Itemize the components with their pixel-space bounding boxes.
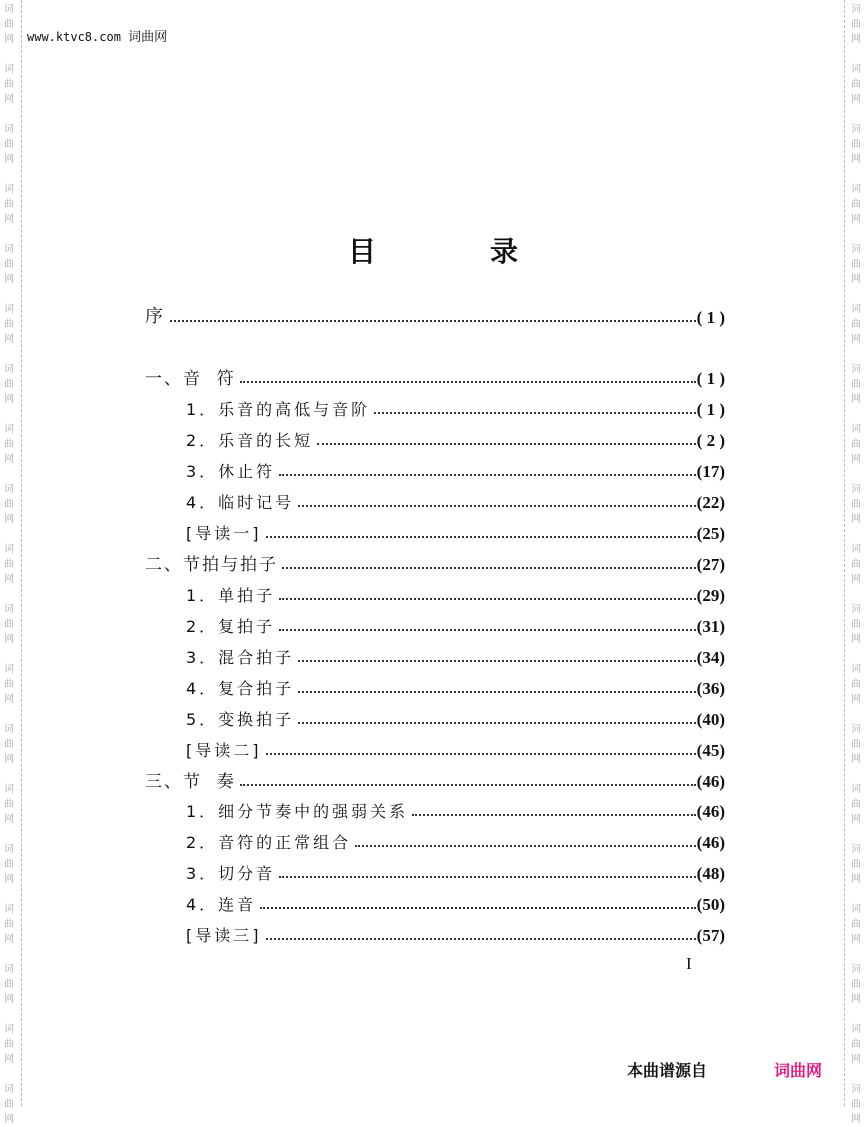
toc-entry[interactable] <box>186 454 725 482</box>
watermark-group <box>2 242 16 287</box>
watermark-group <box>2 722 16 767</box>
title-char-left: 目 <box>348 235 377 268</box>
dot-leader <box>279 876 695 878</box>
page-title <box>348 230 518 270</box>
watermark-group <box>849 182 863 227</box>
left-margin-dashed-line <box>21 0 22 1106</box>
watermark-char: 网 <box>851 454 861 465</box>
toc-entry-page: (46) <box>696 772 725 791</box>
watermark-group <box>2 542 16 587</box>
watermark-char: 曲 <box>4 259 14 270</box>
dot-leader <box>412 814 695 816</box>
watermark-char: 网 <box>4 94 14 105</box>
watermark-char: 曲 <box>4 379 14 390</box>
watermark-group <box>2 962 16 1007</box>
toc-entry[interactable] <box>186 887 725 915</box>
toc-entry-page: (17) <box>696 462 725 481</box>
watermark-char: 词 <box>851 484 861 495</box>
watermark-char: 词 <box>851 124 861 135</box>
watermark-char: 曲 <box>851 379 861 390</box>
toc-entry-page: (57) <box>696 926 725 945</box>
watermark-char: 曲 <box>4 19 14 30</box>
watermark-char: 网 <box>851 994 861 1005</box>
toc-entry-label: 2．音符的正常组合 <box>186 833 352 852</box>
toc-entry-page: (45) <box>696 741 725 760</box>
watermark-char: 词 <box>4 484 14 495</box>
watermark-char: 网 <box>851 754 861 765</box>
toc-entry[interactable] <box>186 733 725 761</box>
watermark-char: 曲 <box>851 79 861 90</box>
toc-entry-page: (31) <box>696 617 725 636</box>
watermark-char: 曲 <box>851 439 861 450</box>
toc-entry[interactable] <box>145 547 725 575</box>
watermark-char: 曲 <box>4 559 14 570</box>
toc-entry-page: ( 1 ) <box>696 400 725 419</box>
toc-entry-label: 3．混合拍子 <box>186 648 295 667</box>
watermark-group <box>2 782 16 827</box>
watermark-char: 网 <box>4 754 14 765</box>
watermark-char: 词 <box>4 964 14 975</box>
watermark-char: 曲 <box>4 799 14 810</box>
footer-source-label: 本曲谱源自 <box>627 1061 708 1080</box>
toc-entry-label: [导读一] <box>186 524 262 543</box>
watermark-char: 曲 <box>4 499 14 510</box>
watermark-char: 网 <box>851 1054 861 1065</box>
watermark-char: 曲 <box>4 619 14 630</box>
watermark-group <box>849 602 863 647</box>
watermark-char: 曲 <box>851 859 861 870</box>
watermark-char: 曲 <box>4 739 14 750</box>
watermark-char: 曲 <box>4 859 14 870</box>
watermark-group <box>849 782 863 827</box>
watermark-char: 网 <box>851 874 861 885</box>
dot-leader <box>374 412 695 414</box>
watermark-group <box>2 842 16 887</box>
watermark-char: 词 <box>4 424 14 435</box>
toc-entry-label: 序 <box>145 306 166 327</box>
toc-entry-page: (48) <box>696 864 725 883</box>
watermark-group <box>2 1022 16 1067</box>
watermark-char: 网 <box>851 34 861 45</box>
watermark-group <box>849 62 863 107</box>
toc-entry[interactable] <box>186 671 725 699</box>
dot-leader <box>279 474 695 476</box>
watermark-char: 曲 <box>4 979 14 990</box>
site-name: 词曲网 <box>128 30 168 45</box>
toc-entry[interactable] <box>186 825 725 853</box>
toc-entry-page: (25) <box>696 524 725 543</box>
toc-entry[interactable] <box>186 640 725 668</box>
toc-entry-label: 三、节 奏 <box>145 772 236 792</box>
watermark-char: 词 <box>4 124 14 135</box>
watermark-char: 网 <box>851 1114 861 1125</box>
watermark-char: 词 <box>851 904 861 915</box>
dot-leader <box>260 907 695 909</box>
dot-leader <box>355 845 695 847</box>
toc-entry-page: (36) <box>696 679 725 698</box>
watermark-group <box>849 902 863 947</box>
watermark-char: 曲 <box>4 199 14 210</box>
watermark-char: 网 <box>4 334 14 345</box>
watermark-char: 网 <box>851 574 861 585</box>
watermark-group <box>849 302 863 347</box>
watermark-char: 曲 <box>851 559 861 570</box>
watermark-char: 词 <box>4 664 14 675</box>
watermark-char: 网 <box>4 814 14 825</box>
watermark-char: 网 <box>851 514 861 525</box>
watermark-char: 网 <box>4 454 14 465</box>
watermark-char: 词 <box>851 184 861 195</box>
toc-entry-page: (40) <box>696 710 725 729</box>
watermark-char: 网 <box>4 34 14 45</box>
dot-leader <box>170 320 696 322</box>
watermark-char: 网 <box>4 574 14 585</box>
toc-entry-label: 3．切分音 <box>186 864 276 883</box>
toc-entry[interactable] <box>145 361 725 389</box>
toc-entry-label: 3．休止符 <box>186 462 276 481</box>
watermark-char: 网 <box>851 694 861 705</box>
watermark-char: 词 <box>4 364 14 375</box>
watermark-char: 网 <box>851 334 861 345</box>
watermark-group <box>849 842 863 887</box>
watermark-group <box>2 122 16 167</box>
watermark-group <box>849 1022 863 1067</box>
watermark-group <box>2 602 16 647</box>
watermark-char: 词 <box>851 1024 861 1035</box>
watermark-group <box>849 482 863 527</box>
watermark-char: 网 <box>851 934 861 945</box>
toc-entry-label: 4．临时记号 <box>186 493 295 512</box>
watermark-char: 曲 <box>851 139 861 150</box>
dot-leader <box>317 443 695 445</box>
dot-leader <box>279 598 695 600</box>
toc-entry-label: 二、节拍与拍子 <box>145 555 278 575</box>
toc-entry-label: 2．复拍子 <box>186 617 276 636</box>
watermark-char: 词 <box>4 1084 14 1095</box>
toc-entry-page: (22) <box>696 493 725 512</box>
toc-entry-label: 1．单拍子 <box>186 586 276 605</box>
watermark-char: 网 <box>4 154 14 165</box>
toc-entry-label: 1．细分节奏中的强弱关系 <box>186 802 409 821</box>
toc-entry-page: (34) <box>696 648 725 667</box>
watermark-char: 曲 <box>4 1099 14 1110</box>
dot-leader <box>298 691 695 693</box>
watermark-char: 网 <box>851 94 861 105</box>
watermark-group <box>849 542 863 587</box>
watermark-group <box>2 482 16 527</box>
watermark-char: 词 <box>4 184 14 195</box>
watermark-group <box>849 242 863 287</box>
dot-leader <box>298 722 695 724</box>
watermark-char: 网 <box>4 694 14 705</box>
toc-entry-label: 1．乐音的高低与音阶 <box>186 400 371 419</box>
page-number: I <box>686 954 692 973</box>
watermark-char: 曲 <box>851 19 861 30</box>
watermark-char: 曲 <box>4 319 14 330</box>
watermark-group <box>849 362 863 407</box>
toc-entry-page: (46) <box>696 802 725 821</box>
watermark-char: 网 <box>4 874 14 885</box>
watermark-char: 词 <box>851 1084 861 1095</box>
watermark-group <box>2 1082 16 1127</box>
watermark-char: 曲 <box>4 79 14 90</box>
watermark-char: 网 <box>851 394 861 405</box>
toc-entry[interactable] <box>186 423 725 451</box>
toc-entry-label: 一、音 符 <box>145 369 236 389</box>
watermark-char: 词 <box>4 4 14 15</box>
watermark-char: 网 <box>4 1114 14 1125</box>
watermark-char: 网 <box>851 274 861 285</box>
watermark-char: 词 <box>851 4 861 15</box>
watermark-char: 曲 <box>851 919 861 930</box>
watermark-group <box>849 722 863 767</box>
watermark-char: 词 <box>851 304 861 315</box>
footer-brand[interactable]: 词曲网 <box>774 1061 823 1080</box>
toc-entry[interactable] <box>186 918 725 946</box>
watermark-char: 词 <box>851 844 861 855</box>
toc-entry-page: (29) <box>696 586 725 605</box>
toc-entry-page: (46) <box>696 833 725 852</box>
toc-entry-label: 2．乐音的长短 <box>186 431 314 450</box>
watermark-group <box>2 902 16 947</box>
watermark-char: 网 <box>4 994 14 1005</box>
watermark-char: 网 <box>4 394 14 405</box>
watermark-group <box>849 662 863 707</box>
dot-leader <box>240 784 696 786</box>
watermark-group <box>2 362 16 407</box>
toc-entry-label: [导读二] <box>186 741 262 760</box>
watermark-group <box>2 2 16 47</box>
watermark-group <box>849 422 863 467</box>
watermark-char: 词 <box>851 664 861 675</box>
watermark-char: 词 <box>4 64 14 75</box>
watermark-group <box>2 182 16 227</box>
watermark-char: 词 <box>4 844 14 855</box>
toc-entry[interactable] <box>186 485 725 513</box>
dot-leader <box>298 505 695 507</box>
toc-entry[interactable] <box>145 764 725 792</box>
watermark-char: 词 <box>851 64 861 75</box>
watermark-char: 曲 <box>851 739 861 750</box>
watermark-char: 词 <box>851 964 861 975</box>
watermark-char: 曲 <box>851 199 861 210</box>
watermark-char: 网 <box>851 814 861 825</box>
watermark-char: 曲 <box>4 1039 14 1050</box>
watermark-char: 曲 <box>4 439 14 450</box>
watermark-group <box>849 1082 863 1127</box>
watermark-char: 词 <box>851 424 861 435</box>
watermark-char: 词 <box>851 244 861 255</box>
toc-entry-page: (50) <box>696 895 725 914</box>
watermark-char: 网 <box>4 514 14 525</box>
watermark-group <box>849 2 863 47</box>
toc-entry-page: ( 1 ) <box>696 308 725 327</box>
dot-leader <box>298 660 695 662</box>
watermark-char: 曲 <box>4 919 14 930</box>
dot-leader <box>266 536 696 538</box>
site-url[interactable]: www.ktvc8.com <box>27 30 121 44</box>
watermark-char: 网 <box>4 634 14 645</box>
watermark-char: 词 <box>4 244 14 255</box>
watermark-char: 曲 <box>4 139 14 150</box>
watermark-char: 曲 <box>851 1099 861 1110</box>
toc-entry[interactable] <box>186 609 725 637</box>
toc-entry[interactable] <box>186 516 725 544</box>
toc-entry-label: 4．连音 <box>186 895 257 914</box>
watermark-group <box>2 422 16 467</box>
dot-leader <box>266 938 696 940</box>
watermark-char: 词 <box>851 724 861 735</box>
dot-leader <box>282 567 696 569</box>
watermark-char: 网 <box>851 634 861 645</box>
watermark-char: 网 <box>4 274 14 285</box>
watermark-char: 曲 <box>851 979 861 990</box>
watermark-char: 曲 <box>851 499 861 510</box>
toc-entry[interactable] <box>186 702 725 730</box>
watermark-char: 网 <box>851 214 861 225</box>
watermark-char: 词 <box>851 604 861 615</box>
watermark-group <box>849 962 863 1007</box>
watermark-char: 曲 <box>851 319 861 330</box>
toc-entry-page: ( 1 ) <box>696 369 725 388</box>
toc-entry[interactable] <box>186 856 725 884</box>
watermark-char: 曲 <box>851 799 861 810</box>
watermark-char: 曲 <box>4 679 14 690</box>
watermark-group <box>849 122 863 167</box>
watermark-char: 词 <box>4 304 14 315</box>
watermark-char: 曲 <box>851 679 861 690</box>
watermark-char: 词 <box>4 904 14 915</box>
watermark-char: 词 <box>851 784 861 795</box>
watermark-char: 词 <box>4 544 14 555</box>
toc-entry[interactable] <box>186 794 725 822</box>
watermark-group <box>2 302 16 347</box>
dot-leader <box>279 629 695 631</box>
watermark-char: 网 <box>851 154 861 165</box>
right-margin-dashed-line <box>844 0 845 1106</box>
watermark-char: 词 <box>4 604 14 615</box>
watermark-char: 词 <box>4 1024 14 1035</box>
toc-entry-page: (27) <box>696 555 725 574</box>
title-char-right: 录 <box>489 235 518 268</box>
watermark-group <box>2 62 16 107</box>
dot-leader <box>240 381 696 383</box>
watermark-char: 词 <box>851 364 861 375</box>
toc-entry-page: ( 2 ) <box>696 431 725 450</box>
watermark-char: 网 <box>4 1054 14 1065</box>
toc-entry-label: [导读三] <box>186 926 262 945</box>
watermark-char: 曲 <box>851 1039 861 1050</box>
toc-entry[interactable] <box>186 392 725 420</box>
watermark-char: 词 <box>4 784 14 795</box>
toc-entry[interactable] <box>186 578 725 606</box>
toc-entry-label: 4．复合拍子 <box>186 679 295 698</box>
watermark-group <box>2 662 16 707</box>
toc-entry-label: 5．变换拍子 <box>186 710 295 729</box>
watermark-char: 词 <box>851 544 861 555</box>
toc-entry[interactable] <box>145 300 725 328</box>
watermark-char: 网 <box>4 214 14 225</box>
site-header <box>27 26 167 45</box>
watermark-char: 网 <box>4 934 14 945</box>
watermark-char: 曲 <box>851 619 861 630</box>
dot-leader <box>266 753 696 755</box>
watermark-char: 曲 <box>851 259 861 270</box>
watermark-char: 词 <box>4 724 14 735</box>
